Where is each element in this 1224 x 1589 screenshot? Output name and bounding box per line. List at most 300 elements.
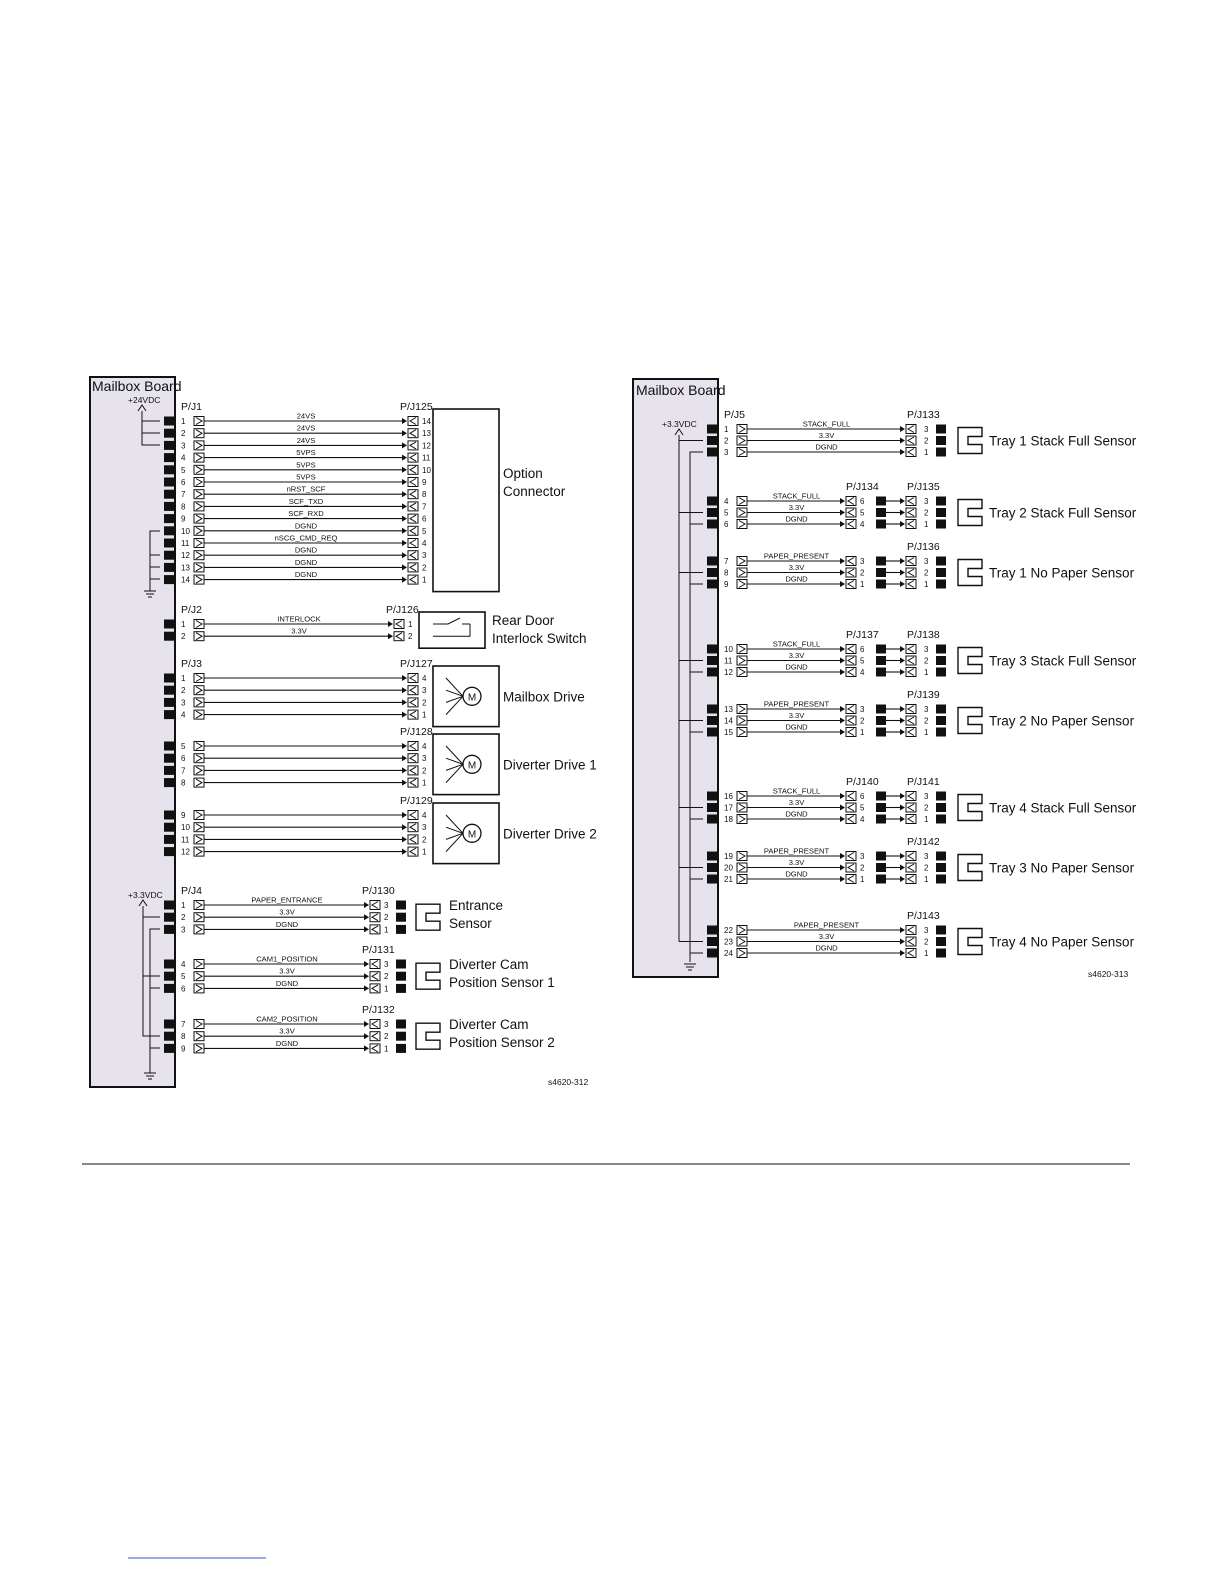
right-g3-mid-plug-0 <box>846 645 856 654</box>
left-g1-target-pin-num-0: 1 <box>408 620 413 629</box>
left-g0-signal-13: DGND <box>294 570 318 580</box>
left-g1-board-pin-0 <box>164 620 174 629</box>
right-g2-end-black-pin-1 <box>936 568 946 577</box>
right-g6-pin-num-1: 20 <box>724 863 733 873</box>
left-g4-board-pin-3 <box>164 847 174 856</box>
right-g4-signal-2: DGND <box>785 722 808 732</box>
right-g2-mid-plug-2 <box>846 580 856 589</box>
right-g1-end-plug-0 <box>906 497 916 506</box>
left-g7-plug-1 <box>194 1032 204 1041</box>
right-g6-signal-0: PAPER_PRESENT <box>763 846 830 856</box>
left-g4-target-pin-num-0: 4 <box>422 811 427 820</box>
left-g1-target-plug-1 <box>394 632 404 641</box>
right-g2-arrow-2 <box>840 581 845 587</box>
right-g4-arrow-2 <box>840 729 845 735</box>
right-g3-arrow-2 <box>840 669 845 675</box>
left-g7-board-pin-1 <box>164 1032 174 1041</box>
left-g7-plug-2 <box>194 1044 204 1053</box>
left-g0-pin-num-12: 13 <box>181 563 190 573</box>
right-g4-board-pin-0 <box>707 705 717 714</box>
left-g3-arrow-0 <box>402 743 407 749</box>
right-pj140-label: P/J140 <box>846 776 879 788</box>
right-g2-mid-black-pin-2 <box>876 580 886 589</box>
left-g5-target-pin-num-0: 3 <box>384 901 389 910</box>
left-g4-plug-2 <box>194 835 204 844</box>
left-g3-target-plug-0 <box>408 742 418 751</box>
right-g4-signal-0: PAPER_PRESENT <box>763 699 830 709</box>
right-g4-end-pin-num-1: 2 <box>924 716 929 726</box>
right-g1-end-pin-num-1: 2 <box>924 508 929 518</box>
left-g6-board-pin-1 <box>164 972 174 981</box>
left-g7-target-pin-num-1: 2 <box>384 1032 389 1042</box>
right-g3-end-black-pin-1 <box>936 656 946 665</box>
left-g2-plug-0 <box>194 674 204 683</box>
left-g4-target-plug-3 <box>408 847 418 856</box>
left-g0-target-plug-5 <box>408 478 418 487</box>
right-g6-pin-num-0: 19 <box>724 852 733 861</box>
right-g3-arrow-0 <box>840 646 845 652</box>
right-g6-mid-pin-num-0: 3 <box>860 852 865 861</box>
right-g3-mid-pin-num-2: 4 <box>860 668 865 677</box>
sensor-left-7-glyph <box>416 1023 440 1049</box>
right-g0-pin-num-1: 2 <box>724 436 729 446</box>
right-g5-mid-plug-2 <box>846 815 856 824</box>
left-g0-pin-num-4: 5 <box>181 465 186 475</box>
left-g2-arrow-1 <box>402 687 407 693</box>
right-g3-plug-0 <box>737 645 747 654</box>
right-g1-mid-plug-1 <box>846 508 856 517</box>
left-g4-target-plug-1 <box>408 823 418 832</box>
left-g0-board-pin-11 <box>164 551 174 560</box>
sensor-left-7-label-line1: Diverter Cam <box>449 1017 529 1032</box>
right-g2-pin-num-1: 8 <box>724 568 729 578</box>
left-g4-arrow-1 <box>402 824 407 830</box>
right-g2-mid-pin-num-1: 2 <box>860 568 865 578</box>
right-figure-code: s4620-313 <box>1088 969 1129 979</box>
left-g3-plug-2 <box>194 766 204 775</box>
left-figure-code: s4620-312 <box>548 1077 589 1087</box>
right-g1-mid-pin-num-1: 5 <box>860 508 865 518</box>
right-g5-arrow-2 <box>840 816 845 822</box>
right-g1-mid-black-pin-1 <box>876 508 886 517</box>
right-g7-pin-num-1: 23 <box>724 937 733 947</box>
right-sensor-0-label: Tray 1 Stack Full Sensor <box>989 433 1137 449</box>
right-g5-mid-plug-1 <box>846 803 856 812</box>
right-g5-board-pin-0 <box>707 792 717 801</box>
left-g6-signal-1: 3.3V <box>279 966 295 976</box>
right-g2-signal-0: PAPER_PRESENT <box>763 551 830 561</box>
left-g2-target-pin-num-0: 4 <box>422 674 427 683</box>
left-g2-pin-num-1: 2 <box>181 686 186 696</box>
left-g6-plug-1 <box>194 972 204 981</box>
right-g6-arrow2-1 <box>900 865 905 871</box>
right-g3-end-plug-1 <box>906 656 916 665</box>
left-g0-pin-num-8: 9 <box>181 514 186 524</box>
right-g2-end-pin-num-1: 2 <box>924 568 929 578</box>
left-g0-signal-1: 24VS <box>296 423 316 433</box>
right-g3-mid-plug-2 <box>846 668 856 677</box>
right-g4-board-pin-2 <box>707 728 717 737</box>
left-g0-pin-num-11: 12 <box>181 551 190 561</box>
left-pj131-label: P/J131 <box>362 944 395 956</box>
right-sensor-7-glyph <box>958 929 982 955</box>
left-g2-arrow-0 <box>402 675 407 681</box>
left-g7-pin-num-1: 8 <box>181 1032 186 1042</box>
right-g6-signal-1: 3.3V <box>788 858 805 867</box>
right-g5-signal-2: DGND <box>785 809 808 819</box>
left-g2-plug-3 <box>194 710 204 719</box>
left-g0-arrow-8 <box>402 516 407 522</box>
left-g7-target-plug-2 <box>370 1044 380 1053</box>
right-g1-end-black-pin-0 <box>936 497 946 506</box>
left-g4-board-pin-1 <box>164 823 174 832</box>
left-g0-signal-8: SCF_RXD <box>288 509 324 519</box>
left-g0-board-pin-1 <box>164 429 174 438</box>
right-g4-arrow2-2 <box>900 729 905 735</box>
left-g0-signal-10: nSCG_CMD_REQ <box>274 533 338 543</box>
right-g6-mid-black-pin-2 <box>876 875 886 884</box>
left-g4-target-pin-num-2: 2 <box>422 835 427 845</box>
left-g3-arrow-3 <box>402 780 407 786</box>
left-g3-arrow-2 <box>402 767 407 773</box>
right-g6-end-plug-2 <box>906 875 916 884</box>
right-g2-plug-2 <box>737 580 747 589</box>
left-g7-target-black-pin-2 <box>396 1044 406 1053</box>
left-g0-target-pin-num-11: 3 <box>422 551 427 561</box>
right-g5-end-pin-num-1: 2 <box>924 803 929 813</box>
right-g3-end-pin-num-1: 2 <box>924 656 929 666</box>
left-g0-plug-2 <box>194 441 204 450</box>
right-g0-board-pin-1 <box>707 436 717 445</box>
left-g0-pin-num-9: 10 <box>181 526 190 536</box>
right-sensor-1-glyph <box>958 500 982 526</box>
right-g0-end-pin-num-0: 3 <box>924 425 929 434</box>
left-g0-target-plug-12 <box>408 563 418 572</box>
right-g5-end-pin-num-2: 1 <box>924 815 929 824</box>
left-g3-plug-3 <box>194 778 204 787</box>
left-g5-plug-1 <box>194 913 204 922</box>
left-g0-target-pin-num-8: 6 <box>422 514 427 524</box>
right-g3-arrow2-0 <box>900 646 905 652</box>
left-g7-target-plug-0 <box>370 1020 380 1029</box>
right-g7-end-pin-num-0: 3 <box>924 926 929 935</box>
left-g0-plug-0 <box>194 417 204 426</box>
left-g1-arrow-1 <box>388 633 393 639</box>
right-mailbox-board <box>633 379 718 977</box>
left-g0-target-pin-num-0: 14 <box>422 417 431 426</box>
right-g3-mid-black-pin-2 <box>876 668 886 677</box>
right-g4-end-plug-2 <box>906 728 916 737</box>
right-g1-board-pin-1 <box>707 508 717 517</box>
left-g3-plug-0 <box>194 742 204 751</box>
left-g4-pin-num-0: 9 <box>181 811 186 820</box>
right-g7-signal-1: 3.3V <box>818 932 835 941</box>
right-g1-arrow2-1 <box>900 510 905 516</box>
right-g0-plug-1 <box>737 436 747 445</box>
left-g7-board-pin-0 <box>164 1020 174 1029</box>
left-g0-target-plug-4 <box>408 465 418 474</box>
left-g2-target-plug-3 <box>408 710 418 719</box>
right-g6-arrow-0 <box>840 853 845 859</box>
right-g0-end-plug-0 <box>906 425 916 434</box>
right-g6-end-black-pin-1 <box>936 863 946 872</box>
right-g6-mid-pin-num-1: 2 <box>860 863 865 873</box>
right-g0-signal-2: DGND <box>815 442 838 452</box>
right-g4-end-pin-num-2: 1 <box>924 728 929 737</box>
right-g4-end-black-pin-2 <box>936 728 946 737</box>
left-g5-arrow-0 <box>364 902 369 908</box>
left-g0-plug-8 <box>194 514 204 523</box>
right-g4-arrow2-0 <box>900 706 905 712</box>
right-g6-mid-black-pin-1 <box>876 863 886 872</box>
left-g6-target-plug-2 <box>370 984 380 993</box>
right-g6-board-pin-1 <box>707 863 717 872</box>
right-g7-end-plug-0 <box>906 926 916 935</box>
left-g0-arrow-0 <box>402 418 407 424</box>
right-sensor-3-label: Tray 3 Stack Full Sensor <box>989 653 1137 669</box>
right-g2-end-black-pin-2 <box>936 580 946 589</box>
right-g3-mid-plug-1 <box>846 656 856 665</box>
right-g0-plug-2 <box>737 448 747 457</box>
right-g5-arrow-1 <box>840 805 845 811</box>
right-g1-plug-1 <box>737 508 747 517</box>
left-g3-arrow-1 <box>402 755 407 761</box>
right-g6-board-pin-2 <box>707 875 717 884</box>
left-g0-arrow-12 <box>402 564 407 570</box>
right-g1-end-black-pin-1 <box>936 508 946 517</box>
left-g5-target-plug-2 <box>370 925 380 934</box>
right-pj142-label: P/J142 <box>907 836 940 848</box>
right-g2-signal-2: DGND <box>785 574 808 584</box>
right-g6-mid-pin-num-2: 1 <box>860 875 865 884</box>
left-g1-target-pin-num-1: 2 <box>408 632 413 642</box>
right-g5-signal-1: 3.3V <box>788 798 805 807</box>
left-g2-arrow-2 <box>402 699 407 705</box>
right-g7-board-pin-1 <box>707 937 717 946</box>
left-g0-target-pin-num-4: 10 <box>422 465 431 475</box>
left-g0-arrow-3 <box>402 455 407 461</box>
left-g5-board-pin-2 <box>164 925 174 934</box>
left-g0-target-pin-num-2: 12 <box>422 441 431 451</box>
right-g7-plug-2 <box>737 949 747 958</box>
right-g0-end-plug-1 <box>906 436 916 445</box>
right-pj137-label: P/J137 <box>846 629 879 641</box>
left-g3-board-pin-1 <box>164 754 174 763</box>
motor-4-label: Diverter Drive 2 <box>503 826 597 842</box>
right-g7-end-black-pin-2 <box>936 949 946 958</box>
left-pj3-label: P/J3 <box>181 658 203 670</box>
right-g7-end-plug-2 <box>906 949 916 958</box>
right-g2-end-plug-0 <box>906 557 916 566</box>
left-g0-board-pin-8 <box>164 514 174 523</box>
left-pj132-label: P/J132 <box>362 1004 395 1016</box>
left-g3-board-pin-0 <box>164 742 174 751</box>
left-g0-arrow-11 <box>402 552 407 558</box>
right-g6-board-pin-0 <box>707 852 717 861</box>
sensor-left-6-label-line2: Position Sensor 1 <box>449 975 555 990</box>
right-g6-mid-black-pin-0 <box>876 852 886 861</box>
right-g2-plug-0 <box>737 557 747 566</box>
right-g3-board-pin-2 <box>707 668 717 677</box>
left-g0-board-pin-9 <box>164 526 174 535</box>
right-g6-end-plug-0 <box>906 852 916 861</box>
left-g5-plug-0 <box>194 901 204 910</box>
left-g0-pin-num-6: 7 <box>181 490 186 500</box>
left-g1-pin-num-1: 2 <box>181 632 186 642</box>
right-g5-end-black-pin-1 <box>936 803 946 812</box>
right-g5-arrow2-1 <box>900 805 905 811</box>
right-g3-pin-num-1: 11 <box>724 656 733 666</box>
left-g2-board-pin-0 <box>164 674 174 683</box>
left-g5-arrow-2 <box>364 926 369 932</box>
right-g6-pin-num-2: 21 <box>724 875 733 884</box>
left-g4-plug-3 <box>194 847 204 856</box>
left-g0-arrow-1 <box>402 430 407 436</box>
left-g3-target-pin-num-2: 2 <box>422 766 427 776</box>
left-g7-target-plug-1 <box>370 1032 380 1041</box>
right-g4-mid-plug-1 <box>846 716 856 725</box>
right-g7-arrow-1 <box>900 939 905 945</box>
right-pj133-label: P/J133 <box>907 409 940 421</box>
left-g0-arrow-6 <box>402 491 407 497</box>
left-g4-arrow-2 <box>402 836 407 842</box>
right-g4-end-plug-0 <box>906 705 916 714</box>
right-g6-end-black-pin-0 <box>936 852 946 861</box>
left-g0-signal-11: DGND <box>294 545 318 555</box>
left-g6-signal-0: CAM1_POSITION <box>256 954 318 964</box>
left-g1-target-plug-0 <box>394 620 404 629</box>
left-g0-board-pin-4 <box>164 465 174 474</box>
left-g3-target-pin-num-3: 1 <box>422 778 427 788</box>
right-g1-signal-2: DGND <box>785 514 808 524</box>
left-g5-board-pin-0 <box>164 901 174 910</box>
right-g0-end-pin-num-1: 2 <box>924 436 929 446</box>
left-g1-board-pin-1 <box>164 632 174 641</box>
left-g0-target-plug-0 <box>408 417 418 426</box>
right-pj138-label: P/J138 <box>907 629 940 641</box>
right-g5-mid-black-pin-2 <box>876 815 886 824</box>
right-g7-end-black-pin-1 <box>936 937 946 946</box>
left-g4-arrow-3 <box>402 849 407 855</box>
right-g1-mid-plug-0 <box>846 497 856 506</box>
left-g0-arrow-9 <box>402 528 407 534</box>
right-sensor-4-glyph <box>958 708 982 734</box>
left-g0-signal-5: 5VPS <box>296 472 316 482</box>
left-g4-board-pin-2 <box>164 835 174 844</box>
right-g7-signal-2: DGND <box>815 943 838 953</box>
left-g3-target-plug-1 <box>408 754 418 763</box>
right-g1-arrow-0 <box>840 498 845 504</box>
right-g7-pin-num-2: 24 <box>724 949 733 958</box>
left-g6-arrow-0 <box>364 961 369 967</box>
left-g0-board-pin-2 <box>164 441 174 450</box>
right-g2-mid-pin-num-2: 1 <box>860 580 865 589</box>
right-g5-end-plug-0 <box>906 792 916 801</box>
left-g0-plug-4 <box>194 465 204 474</box>
right-g5-pin-num-0: 16 <box>724 792 733 801</box>
right-g6-mid-plug-2 <box>846 875 856 884</box>
option-connector-label-line2: Connector <box>503 484 566 499</box>
right-g0-end-plug-2 <box>906 448 916 457</box>
left-g0-plug-11 <box>194 551 204 560</box>
left-g0-board-pin-6 <box>164 490 174 499</box>
right-g1-end-plug-2 <box>906 520 916 529</box>
right-sensor-2-label: Tray 1 No Paper Sensor <box>989 565 1135 581</box>
motor-2-letter: M <box>467 692 477 704</box>
right-pj135-label: P/J135 <box>907 481 940 493</box>
left-g3-target-pin-num-1: 3 <box>422 754 427 764</box>
left-g0-arrow-7 <box>402 503 407 509</box>
left-g0-arrow-13 <box>402 577 407 583</box>
left-g2-plug-2 <box>194 698 204 707</box>
left-g0-board-pin-10 <box>164 539 174 548</box>
left-g5-signal-1: 3.3V <box>279 907 295 917</box>
left-g0-signal-2: 24VS <box>296 435 316 445</box>
right-g5-plug-1 <box>737 803 747 812</box>
left-g0-plug-13 <box>194 575 204 584</box>
left-g1-plug-0 <box>194 620 204 629</box>
motor-4-letter: M <box>467 829 477 841</box>
right-g0-end-black-pin-0 <box>936 425 946 434</box>
left-g2-board-pin-2 <box>164 698 174 707</box>
right-g2-end-plug-2 <box>906 580 916 589</box>
left-g2-board-pin-3 <box>164 710 174 719</box>
right-g5-mid-black-pin-0 <box>876 792 886 801</box>
right-g1-arrow-1 <box>840 510 845 516</box>
right-g7-arrow-0 <box>900 927 905 933</box>
right-g5-mid-plug-0 <box>846 792 856 801</box>
right-g3-signal-2: DGND <box>785 662 808 672</box>
sensor-left-6-label-line1: Diverter Cam <box>449 957 529 972</box>
right-g5-mid-pin-num-1: 5 <box>860 803 865 813</box>
left-g3-board-pin-3 <box>164 778 174 787</box>
left-pj126-label: P/J126 <box>386 604 419 616</box>
left-g7-target-pin-num-2: 1 <box>384 1044 389 1054</box>
right-g0-end-black-pin-2 <box>936 448 946 457</box>
left-g6-board-pin-0 <box>164 960 174 969</box>
right-g3-arrow-1 <box>840 658 845 664</box>
motor-3-label: Diverter Drive 1 <box>503 757 597 773</box>
left-g0-board-pin-3 <box>164 453 174 462</box>
right-g6-end-pin-num-2: 1 <box>924 875 929 884</box>
right-g6-mid-plug-0 <box>846 852 856 861</box>
right-g7-arrow-2 <box>900 950 905 956</box>
left-g1-plug-1 <box>194 632 204 641</box>
left-g7-arrow-2 <box>364 1045 369 1051</box>
right-g2-board-pin-0 <box>707 557 717 566</box>
left-g7-target-black-pin-1 <box>396 1032 406 1041</box>
left-g3-pin-num-3: 8 <box>181 778 186 788</box>
left-g0-board-pin-7 <box>164 502 174 511</box>
right-g6-plug-0 <box>737 852 747 861</box>
right-g1-plug-0 <box>737 497 747 506</box>
sensor-left-7-label-line2: Position Sensor 2 <box>449 1035 555 1050</box>
right-g1-signal-1: 3.3V <box>788 503 805 512</box>
right-g6-end-pin-num-0: 3 <box>924 852 929 861</box>
right-g5-arrow-0 <box>840 793 845 799</box>
left-g6-target-pin-num-2: 1 <box>384 984 389 994</box>
right-board-title: Mailbox Board <box>636 382 726 398</box>
left-pj127-label: P/J127 <box>400 658 433 670</box>
left-g2-target-plug-0 <box>408 674 418 683</box>
left-g0-signal-0: 24VS <box>296 411 316 421</box>
right-g1-arrow2-2 <box>900 521 905 527</box>
left-g0-board-pin-12 <box>164 563 174 572</box>
right-g5-board-pin-1 <box>707 803 717 812</box>
right-g1-end-pin-num-2: 1 <box>924 520 929 529</box>
left-g0-plug-3 <box>194 453 204 462</box>
left-g3-board-pin-2 <box>164 766 174 775</box>
